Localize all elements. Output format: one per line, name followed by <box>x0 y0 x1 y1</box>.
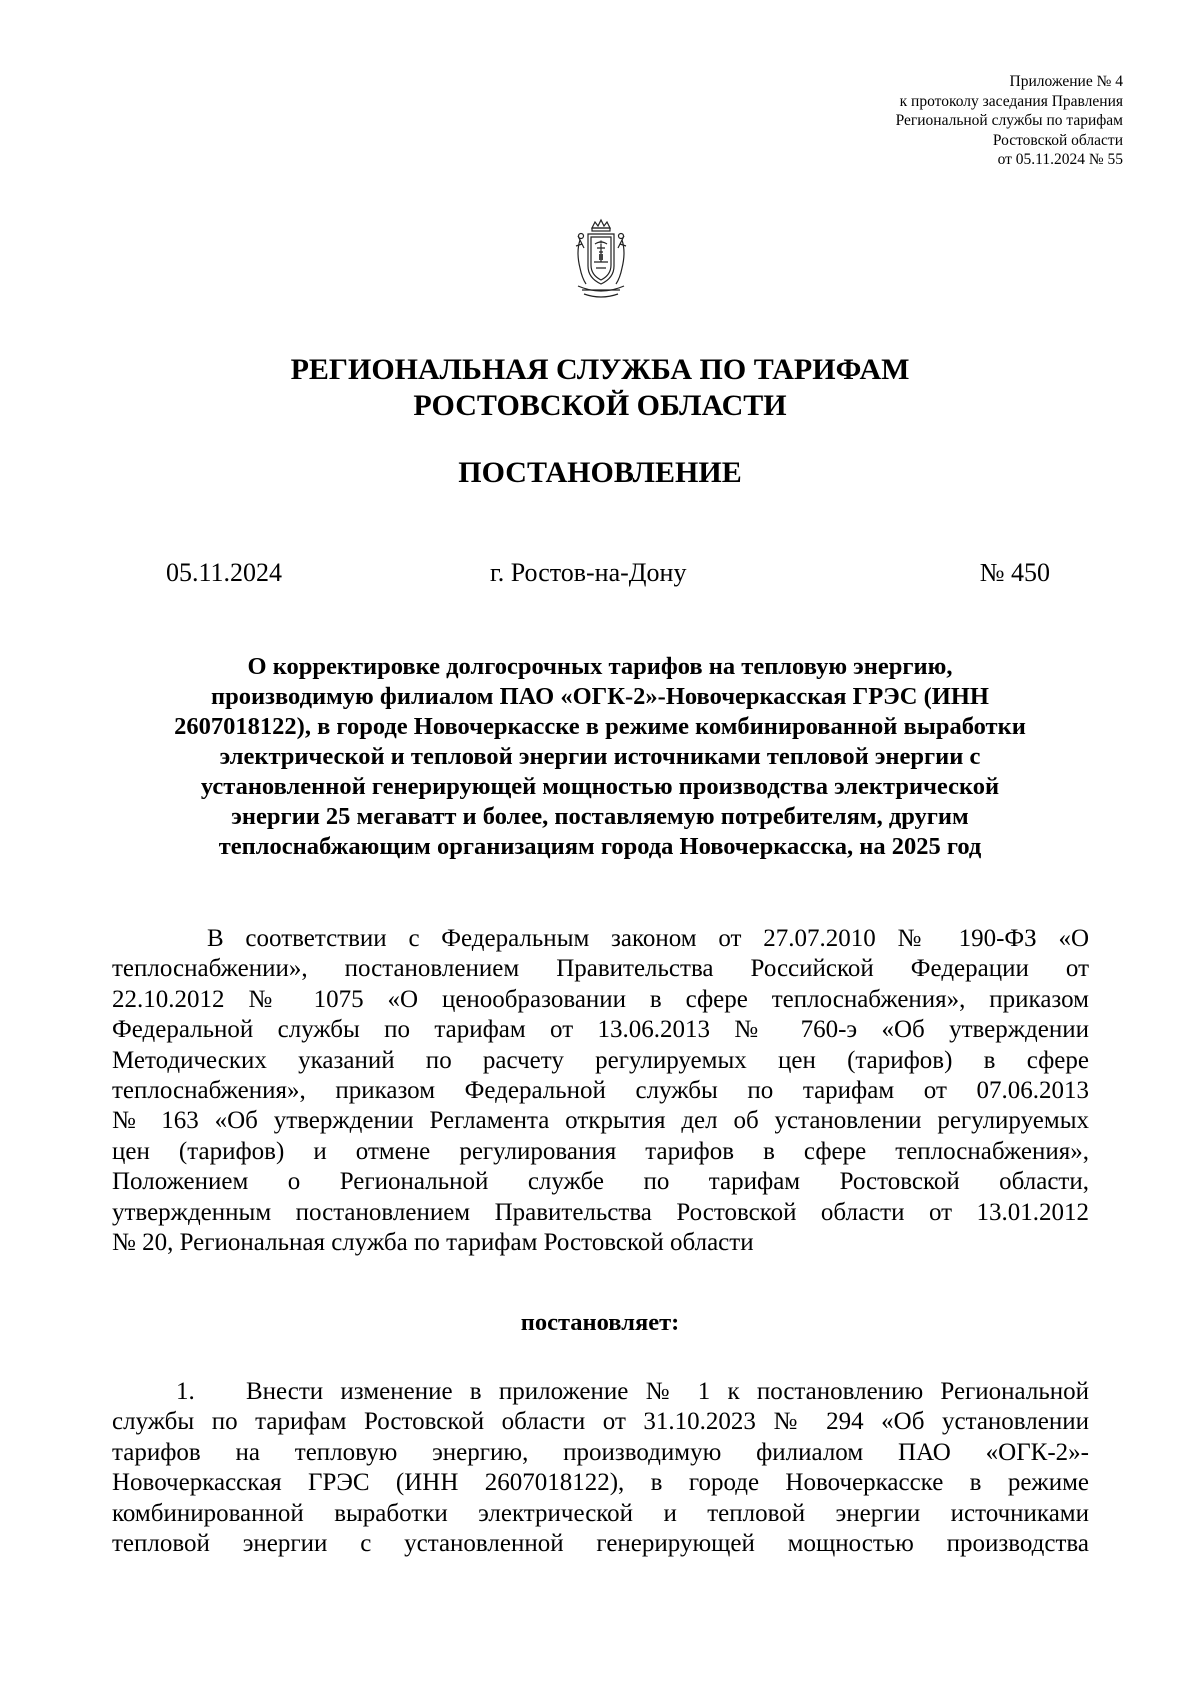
appendix-line: Региональной службы по тарифам <box>895 112 1123 129</box>
preamble-line: Положением о Региональной службе по тарифам Ростовской области, <box>112 1168 1089 1196</box>
item-line: тарифов на тепловую энергию, производимую филиалом ПАО «ОГК-2»- <box>112 1438 1089 1466</box>
appendix-note <box>703 72 1123 170</box>
item-line: комбинированной выработки электрической и тепловой энергии источниками <box>112 1499 1089 1527</box>
preamble-line: теплоснабжении», постановлением Правительства Российской Федерации от <box>112 955 1089 983</box>
coat-of-arms-icon <box>568 218 634 300</box>
appendix-line: Ростовской области <box>992 131 1123 149</box>
document-type-title: ПОСТАНОВЛЕНИЕ <box>458 456 742 489</box>
item-1-paragraph <box>112 1377 1089 1559</box>
preamble-line: В соответствии с Федеральным законом от 27.07.2010 № 190-ФЗ «О <box>207 925 1089 952</box>
preamble-line: теплоснабжения», приказом Федеральной службы по тарифам от 07.06.2013 <box>112 1077 1089 1105</box>
document-city: г. Ростов-на-Дону <box>490 558 687 587</box>
subject-line: электрической и тепловой энергии источниками тепловой энергии с <box>219 743 981 770</box>
item-number: 1. <box>176 1378 195 1405</box>
preamble-line: № 163 «Об утверждении Регламента открытия дел об установлении регулируемых <box>112 1107 1089 1135</box>
document-date: 05.11.2024 <box>166 558 283 587</box>
appendix-line: к протоколу заседания Правления <box>899 92 1123 110</box>
document-meta <box>0 556 1200 590</box>
preamble-line: № 20, Региональная служба по тарифам Ростовской области <box>112 1229 754 1257</box>
document-subject <box>110 652 1090 862</box>
item-line: Внести изменение в приложение № 1 к постановлению Региональной <box>246 1378 1089 1405</box>
document-number: № 450 <box>979 558 1050 587</box>
subject-line: производимую филиалом ПАО «ОГК-2»-Новочеркасская ГРЭС (ИНН <box>211 683 989 710</box>
item-line: службы по тарифам Ростовской области от 31.10.2023 № 294 «Об установлении <box>112 1408 1089 1436</box>
item-1-first-line <box>112 1377 1089 1407</box>
preamble-line: цен (тарифов) и отмене регулирования тарифов в сфере теплоснабжения», <box>112 1137 1089 1165</box>
item-line: Новочеркасская ГРЭС (ИНН 2607018122), в городе Новочеркасске в режиме <box>112 1469 1089 1497</box>
preamble-line: Методических указаний по расчету регулируемых цен (тарифов) в сфере <box>112 1046 1089 1074</box>
subject-line: 2607018122), в городе Новочеркасске в режиме комбинированной выработки <box>174 713 1026 740</box>
resolves-heading: постановляет: <box>520 1309 680 1336</box>
subject-line: энергии 25 мегаватт и более, поставляемую потребителям, другим <box>231 803 969 830</box>
appendix-line: Приложение № 4 <box>1009 73 1123 90</box>
subject-line: теплоснабжающим организациям города Новочеркасска, на 2025 год <box>218 833 982 860</box>
preamble-line: Федеральной службы по тарифам от 13.06.2013 № 760-э «Об утверждении <box>112 1016 1089 1044</box>
organization-name <box>120 352 1080 424</box>
preamble-paragraph <box>112 924 1089 1258</box>
subject-line: О корректировке долгосрочных тарифов на тепловую энергию, <box>247 653 953 680</box>
appendix-line: от 05.11.2024 № 55 <box>997 151 1123 168</box>
organization-line: РОСТОВСКОЙ ОБЛАСТИ <box>413 389 787 422</box>
preamble-line: утвержденным постановлением Правительства Ростовской области от 13.01.2012 <box>112 1198 1089 1226</box>
item-line: тепловой энергии с установленной генерирующей мощностью производства <box>112 1530 1089 1558</box>
preamble-line: 22.10.2012 № 1075 «О ценообразовании в сфере теплоснабжения», приказом <box>112 985 1089 1013</box>
organization-line: РЕГИОНАЛЬНАЯ СЛУЖБА ПО ТАРИФАМ <box>290 353 910 386</box>
subject-line: установленной генерирующей мощностью производства электрической <box>200 773 1000 800</box>
